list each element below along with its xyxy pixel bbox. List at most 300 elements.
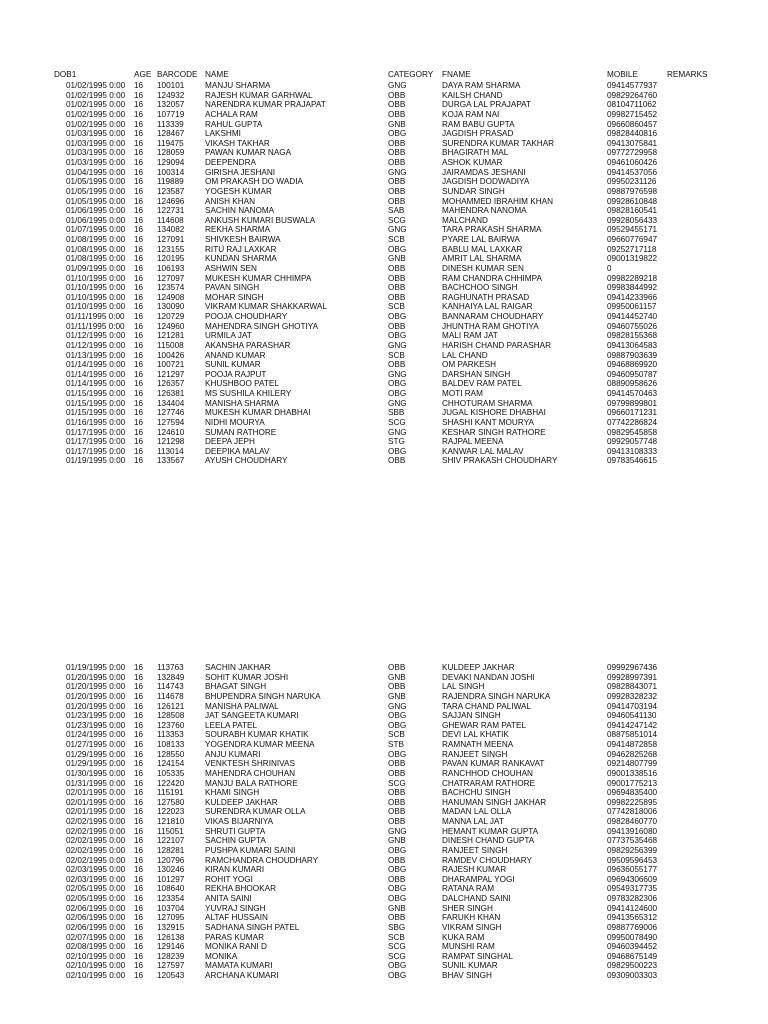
cell-mobile: 09309003303 (607, 971, 658, 980)
cell-age: 16 (134, 283, 144, 293)
cell-barcode: 128467 (157, 129, 185, 139)
cell-age: 16 (134, 196, 144, 206)
cell-category: OBB (388, 148, 406, 158)
cell-mobile: 09660171231 (607, 408, 658, 418)
cell-name: RAJESH KUMAR GARHWAL (205, 90, 313, 100)
cell-name: REKHA BHOOKAR (205, 884, 276, 894)
cell-category: OBG (388, 389, 407, 398)
cell-dob: 01/30/1995 0:00 (66, 768, 126, 778)
cell-category: OBG (388, 884, 407, 894)
cell-name: NIDHI MOURYA (205, 417, 265, 427)
cell-age: 16 (134, 446, 144, 456)
cell-fname: RAM CHANDRA CHHIMPA (442, 273, 542, 283)
cell-age: 16 (134, 292, 144, 302)
cell-barcode: 124154 (157, 759, 185, 769)
cell-category: OBB (388, 186, 406, 196)
cell-name: DEEPIKA MALAV (205, 446, 270, 456)
cell-barcode: 123574 (157, 283, 185, 293)
cell-barcode: 124908 (157, 292, 185, 302)
cell-category: OBB (388, 158, 406, 167)
cell-mobile: 09929057748 (607, 437, 658, 447)
cell-mobile: 09694306609 (607, 874, 658, 884)
cell-age: 16 (134, 663, 144, 672)
cell-age: 16 (134, 138, 144, 148)
cell-age: 16 (134, 235, 144, 244)
cell-category: OBB (388, 913, 406, 923)
table-row (0, 158, 768, 168)
cell-mobile: 09887976598 (607, 186, 658, 196)
table-row (0, 884, 768, 894)
table-section-1 (0, 81, 768, 466)
cell-fname: KANWAR LAL MALAV (442, 446, 524, 456)
cell-age: 16 (134, 148, 144, 158)
cell-name: SHIVKESH BAIRWA (205, 235, 281, 244)
cell-name: VIKRAM KUMAR SHAKKARWAL (205, 302, 327, 312)
cell-fname: BHAGIRATH MAL (442, 148, 509, 158)
table-row (0, 769, 768, 779)
cell-dob: 02/06/1995 0:00 (66, 922, 126, 932)
cell-name: SOURABH KUMAR KHATIK (205, 730, 309, 740)
table-row (0, 254, 768, 264)
cell-age: 16 (134, 360, 144, 370)
cell-category: OBB (388, 874, 406, 884)
cell-age: 16 (134, 206, 144, 216)
cell-name: MONIKA (205, 951, 238, 961)
cell-mobile: 09982225895 (607, 797, 658, 807)
cell-dob: 01/03/1995 0:00 (66, 158, 126, 167)
cell-fname: SUNDAR SINGH (442, 186, 505, 196)
cell-dob: 01/02/1995 0:00 (66, 90, 126, 100)
cell-dob: 01/11/1995 0:00 (66, 321, 125, 331)
cell-barcode: 120543 (157, 971, 185, 980)
cell-mobile: 09414247142 (607, 720, 658, 730)
cell-age: 16 (134, 865, 144, 875)
cell-name: ALTAF HUSSAIN (205, 913, 268, 923)
cell-age: 16 (134, 759, 144, 769)
cell-category: GNG (388, 167, 407, 177)
cell-dob: 01/06/1995 0:00 (66, 215, 126, 225)
table-row (0, 168, 768, 178)
cell-fname: FARUKH KHAN (442, 913, 501, 923)
table-row (0, 408, 768, 418)
cell-barcode: 106193 (157, 263, 185, 273)
cell-category: OBB (388, 768, 406, 778)
cell-barcode: 100426 (157, 350, 185, 360)
cell-age: 16 (134, 90, 144, 100)
cell-mobile: 09460755026 (607, 321, 658, 331)
cell-barcode: 134404 (157, 398, 185, 408)
cell-dob: 01/03/1995 0:00 (66, 129, 126, 139)
table-row (0, 437, 768, 447)
cell-barcode: 132849 (157, 672, 185, 682)
cell-mobile: 09660860457 (607, 119, 658, 129)
cell-dob: 02/01/1995 0:00 (66, 797, 126, 807)
cell-mobile: 09829545858 (607, 427, 658, 437)
cell-fname: DALCHAND SAINI (442, 894, 511, 903)
cell-mobile: 07737535468 (607, 836, 658, 846)
table-row (0, 341, 768, 351)
cell-name: SUNIL KUMAR (205, 360, 261, 370)
cell-age: 16 (134, 855, 144, 865)
cell-barcode: 127097 (157, 273, 185, 283)
cell-barcode: 130090 (157, 302, 185, 312)
table-row (0, 274, 768, 284)
table-row (0, 663, 768, 673)
cell-barcode: 115051 (157, 826, 184, 836)
cell-name: PAVAN SINGH (205, 283, 260, 293)
cell-barcode: 121298 (157, 437, 185, 447)
header-mobile: MOBILE (607, 70, 638, 79)
table-row (0, 750, 768, 760)
cell-dob: 01/07/1995 0:00 (66, 225, 126, 235)
cell-dob: 01/15/1995 0:00 (66, 408, 126, 418)
cell-fname: RANCHHOD CHOUHAN (442, 768, 533, 778)
cell-fname: PAVAN KUMAR RANKAVAT (442, 759, 545, 769)
cell-dob: 02/02/1995 0:00 (66, 845, 126, 855)
cell-name: MAHENDRA SINGH GHOTIYA (205, 321, 319, 331)
cell-age: 16 (134, 408, 144, 418)
table-row (0, 856, 768, 866)
cell-category: GNG (388, 340, 407, 350)
cell-category: OBG (388, 244, 407, 254)
cell-fname: JAGDISH PRASAD (442, 129, 514, 139)
table-row (0, 187, 768, 197)
cell-name: SOHIT KUMAR JOSHI (205, 672, 289, 682)
cell-dob: 01/16/1995 0:00 (66, 417, 126, 427)
cell-barcode: 124696 (157, 196, 185, 206)
cell-barcode: 128281 (157, 845, 185, 855)
cell-dob: 01/09/1995 0:00 (66, 263, 126, 273)
cell-fname: LAL CHAND (442, 350, 488, 360)
cell-dob: 01/11/1995 0:00 (66, 312, 125, 321)
cell-mobile: 09549317735 (607, 884, 658, 894)
cell-category: OBG (388, 845, 407, 855)
cell-barcode: 126138 (157, 932, 185, 942)
cell-barcode: 122420 (157, 778, 185, 788)
cell-category: OBB (388, 663, 406, 672)
cell-name: MANISHA SHARMA (205, 398, 280, 408)
cell-dob: 01/13/1995 0:00 (66, 350, 126, 360)
cell-category: OBB (388, 797, 406, 807)
cell-mobile: 09462825268 (607, 749, 658, 759)
table-row (0, 264, 768, 274)
cell-dob: 01/19/1995 0:00 (66, 663, 126, 672)
cell-dob: 01/02/1995 0:00 (66, 100, 126, 110)
cell-category: GNG (388, 826, 407, 836)
cell-category: OBG (388, 720, 407, 730)
cell-name: SHRUTI GUPTA (205, 826, 266, 836)
cell-dob: 01/20/1995 0:00 (66, 691, 126, 701)
cell-category: SAB (388, 206, 405, 216)
header-category: CATEGORY (388, 70, 434, 79)
table-row (0, 807, 768, 817)
cell-mobile: 09460950787 (607, 369, 658, 379)
cell-name: MANJU SHARMA (205, 81, 271, 90)
table-row (0, 788, 768, 798)
cell-name: RITU RAJ LAXKAR (205, 244, 277, 254)
cell-age: 16 (134, 177, 144, 187)
cell-category: GNG (388, 398, 407, 408)
cell-barcode: 113014 (157, 446, 184, 456)
cell-dob: 01/10/1995 0:00 (66, 273, 126, 283)
cell-fname: DURGA LAL PRAJAPAT (442, 100, 532, 110)
cell-fname: CHHOTURAM SHARMA (442, 398, 533, 408)
cell-name: RAHUL GUPTA (205, 119, 263, 129)
cell-dob: 01/23/1995 0:00 (66, 720, 126, 730)
table-row (0, 779, 768, 789)
cell-dob: 01/10/1995 0:00 (66, 283, 126, 293)
table-row (0, 293, 768, 303)
cell-mobile: 09828155368 (607, 331, 658, 341)
cell-name: MAMATA KUMARI (205, 961, 273, 971)
cell-dob: 01/17/1995 0:00 (66, 446, 126, 456)
cell-barcode: 120729 (157, 312, 185, 321)
cell-category: GNB (388, 691, 406, 701)
cell-category: OBB (388, 682, 406, 692)
cell-category: GNB (388, 903, 406, 913)
cell-barcode: 105335 (157, 768, 185, 778)
cell-category: OBG (388, 379, 407, 389)
cell-fname: DINESH KUMAR SEN (442, 263, 524, 273)
cell-fname: DEVAKI NANDAN JOSHI (442, 672, 535, 682)
cell-fname: BALDEV RAM PATEL (442, 379, 522, 389)
cell-dob: 02/08/1995 0:00 (66, 942, 126, 952)
cell-dob: 01/15/1995 0:00 (66, 389, 126, 398)
cell-dob: 01/20/1995 0:00 (66, 682, 126, 692)
cell-fname: BHAV SINGH (442, 971, 492, 980)
cell-dob: 01/20/1995 0:00 (66, 672, 126, 682)
cell-dob: 01/04/1995 0:00 (66, 167, 126, 177)
cell-category: OBB (388, 456, 406, 466)
cell-mobile: 09414872858 (607, 740, 658, 749)
cell-fname: RAJESH KUMAR (442, 865, 507, 875)
cell-dob: 02/03/1995 0:00 (66, 874, 126, 884)
cell-fname: BANNARAM CHOUDHARY (442, 312, 544, 321)
cell-dob: 01/24/1995 0:00 (66, 730, 126, 740)
cell-dob: 02/06/1995 0:00 (66, 913, 126, 923)
cell-category: OBB (388, 855, 406, 865)
cell-age: 16 (134, 874, 144, 884)
cell-dob: 01/29/1995 0:00 (66, 759, 126, 769)
cell-category: OBB (388, 817, 406, 826)
table-row (0, 836, 768, 846)
table-row (0, 197, 768, 207)
cell-barcode: 129146 (157, 942, 185, 952)
table-row (0, 961, 768, 971)
cell-age: 16 (134, 826, 144, 836)
cell-category: OBG (388, 961, 407, 971)
table-row (0, 933, 768, 943)
cell-name: SADHANA SINGH PATEL (205, 922, 300, 932)
cell-fname: RAM BABU GUPTA (442, 119, 515, 129)
cell-fname: JAGDISH DODWADIYA (442, 177, 530, 187)
cell-category: GNG (388, 427, 407, 437)
cell-fname: HANUMAN SINGH JAKHAR (442, 797, 547, 807)
table-row (0, 283, 768, 293)
cell-barcode: 129094 (157, 158, 185, 167)
cell-mobile: 09828843071 (607, 682, 658, 692)
cell-barcode: 134082 (157, 225, 185, 235)
cell-mobile: 09001319822 (607, 254, 658, 264)
cell-barcode: 121810 (157, 817, 185, 826)
cell-age: 16 (134, 312, 144, 321)
table-row (0, 148, 768, 158)
cell-fname: ASHOK KUMAR (442, 158, 503, 167)
cell-category: OBB (388, 109, 406, 119)
cell-name: KULDEEP JAKHAR (205, 797, 278, 807)
cell-fname: TARA CHAND PALIWAL (442, 701, 532, 711)
cell-category: OBG (388, 331, 407, 341)
cell-name: MUKESH KUMAR CHHIMPA (205, 273, 312, 283)
cell-category: OBG (388, 446, 407, 456)
cell-barcode: 132915 (157, 922, 185, 932)
cell-mobile: 09414452740 (607, 312, 658, 321)
table-row (0, 904, 768, 914)
table-row (0, 447, 768, 457)
cell-category: OBB (388, 292, 406, 302)
cell-age: 16 (134, 427, 144, 437)
cell-name: KHUSHBOO PATEL (205, 379, 279, 389)
cell-barcode: 123587 (157, 186, 185, 196)
cell-name: ARCHANA KUMARI (205, 971, 279, 980)
cell-category: OBB (388, 360, 406, 370)
cell-name: KHAMI SINGH (205, 788, 260, 798)
table-row (0, 139, 768, 149)
cell-mobile: 09460394452 (607, 942, 658, 952)
cell-fname: MANNA LAL JAT (442, 817, 504, 826)
cell-category: GNB (388, 672, 406, 682)
cell-barcode: 115191 (157, 788, 184, 798)
cell-barcode: 108133 (157, 740, 185, 749)
table-header (0, 70, 768, 80)
cell-mobile: 09828440816 (607, 129, 658, 139)
cell-category: SCG (388, 215, 406, 225)
cell-category: GNB (388, 254, 406, 264)
table-row (0, 923, 768, 933)
cell-fname: RANJEET SINGH (442, 749, 508, 759)
cell-dob: 02/10/1995 0:00 (66, 951, 126, 961)
cell-fname: PYARE LAL BAIRWA (442, 235, 520, 244)
cell-age: 16 (134, 389, 144, 398)
cell-name: BHAGAT SINGH (205, 682, 267, 692)
cell-category: SCB (388, 730, 405, 740)
cell-name: LAKSHMI (205, 129, 241, 139)
cell-dob: 01/17/1995 0:00 (66, 437, 126, 447)
cell-name: MONIKA RANI D (205, 942, 267, 952)
cell-barcode: 103704 (157, 903, 185, 913)
cell-barcode: 113353 (157, 730, 184, 740)
cell-fname: KAILSH CHAND (442, 90, 503, 100)
cell-category: SBB (388, 408, 405, 418)
table-row (0, 302, 768, 312)
cell-mobile: 09413108333 (607, 446, 658, 456)
cell-mobile: 09413075841 (607, 138, 658, 148)
cell-barcode: 114608 (157, 215, 184, 225)
cell-barcode: 115008 (157, 340, 184, 350)
table-row (0, 894, 768, 904)
cell-mobile: 09799899801 (607, 398, 658, 408)
cell-age: 16 (134, 263, 144, 273)
cell-category: SCB (388, 235, 405, 244)
cell-name: SACHIN NANOMA (205, 206, 275, 216)
cell-barcode: 121281 (157, 331, 185, 341)
cell-name: ANKUSH KUMARI BUSWALA (205, 215, 316, 225)
cell-dob: 01/02/1995 0:00 (66, 109, 126, 119)
header-age: AGE (134, 70, 152, 79)
cell-age: 16 (134, 778, 144, 788)
cell-name: URMILA JAT (205, 331, 252, 341)
cell-category: STG (388, 437, 405, 447)
cell-category: GNG (388, 701, 407, 711)
cell-category: OBB (388, 788, 406, 798)
cell-barcode: 123760 (157, 720, 185, 730)
header-remarks: REMARKS (667, 70, 708, 79)
cell-mobile: 07742286824 (607, 417, 658, 427)
cell-age: 16 (134, 730, 144, 740)
cell-fname: AMRIT LAL SHARMA (442, 254, 522, 264)
cell-mobile: 09461060426 (607, 158, 658, 167)
cell-fname: RATANA RAM (442, 884, 495, 894)
cell-barcode: 113339 (157, 119, 184, 129)
cell-name: ANISH KHAN (205, 196, 256, 206)
table-row (0, 682, 768, 692)
cell-mobile: 07742818006 (607, 807, 658, 817)
cell-mobile: 09887769006 (607, 922, 658, 932)
cell-mobile: 09460541130 (607, 711, 657, 721)
cell-mobile: 09828460770 (607, 817, 658, 826)
cell-category: SCB (388, 302, 405, 312)
cell-fname: RAJENDRA SINGH NARUKA (442, 691, 551, 701)
cell-dob: 02/01/1995 0:00 (66, 807, 126, 817)
cell-age: 16 (134, 672, 144, 682)
cell-category: OBG (388, 129, 407, 139)
cell-dob: 02/05/1995 0:00 (66, 884, 126, 894)
cell-mobile: 09829256399 (607, 845, 658, 855)
cell-name: OM PRAKASH DO WADIA (205, 177, 303, 187)
cell-age: 16 (134, 845, 144, 855)
table-section-2 (0, 663, 768, 981)
table-row (0, 673, 768, 683)
cell-mobile: 09982715452 (607, 109, 658, 119)
table-row (0, 875, 768, 885)
table-row (0, 331, 768, 341)
cell-fname: KANHAIYA LAL RAIGAR (442, 302, 533, 312)
cell-category: OBB (388, 177, 406, 187)
table-row (0, 817, 768, 827)
cell-dob: 01/05/1995 0:00 (66, 186, 126, 196)
cell-name: YUVRAJ SINGH (205, 903, 266, 913)
cell-category: GNB (388, 119, 406, 129)
cell-name: VIKAS BIJARNIYA (205, 817, 274, 826)
cell-dob: 02/02/1995 0:00 (66, 826, 126, 836)
cell-category: OBB (388, 807, 406, 817)
cell-mobile: 09414577937 (607, 81, 658, 90)
cell-barcode: 119889 (157, 177, 184, 187)
cell-age: 16 (134, 836, 144, 846)
cell-age: 16 (134, 749, 144, 759)
cell-mobile: 09001338516 (607, 768, 658, 778)
cell-category: OBB (388, 138, 406, 148)
cell-category: OBB (388, 321, 406, 331)
cell-age: 16 (134, 913, 144, 923)
cell-fname: SHASHI KANT MOURYA (442, 417, 534, 427)
cell-name: MS SUSHILA KHILERY (205, 389, 292, 398)
cell-name: RAMCHANDRA CHOUDHARY (205, 855, 319, 865)
cell-dob: 02/10/1995 0:00 (66, 971, 126, 980)
cell-fname: HEMANT KUMAR GUPTA (442, 826, 539, 836)
cell-mobile: 09252717118 (607, 244, 657, 254)
cell-category: OBG (388, 971, 407, 980)
